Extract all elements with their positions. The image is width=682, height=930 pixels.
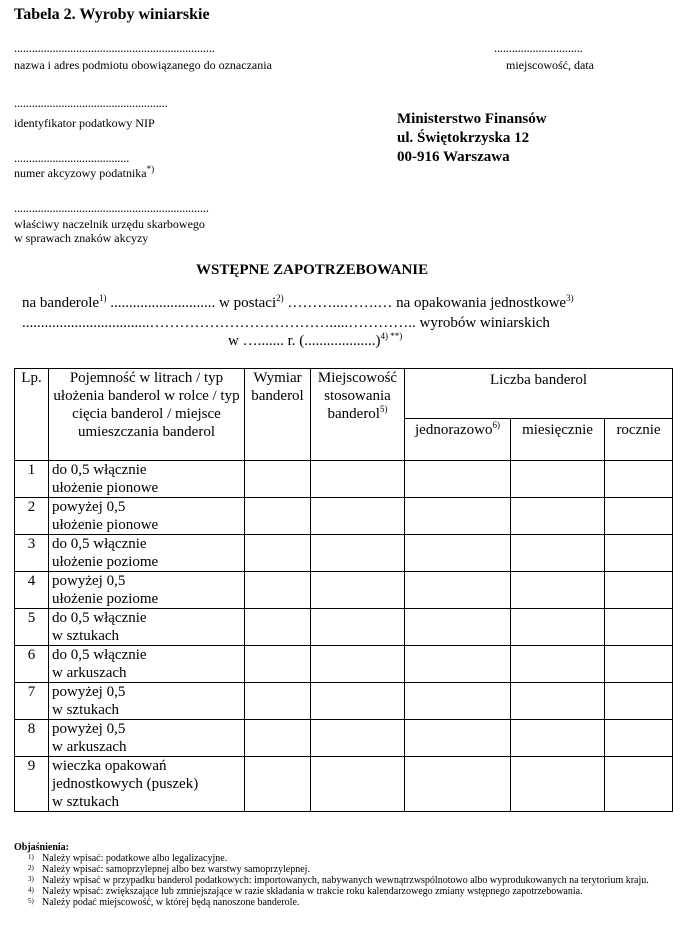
cell-monthly[interactable]: [511, 720, 605, 757]
row-description-line: ułożenie poziome: [52, 591, 159, 607]
cell-monthly[interactable]: [511, 461, 605, 498]
row-number: 8: [15, 720, 49, 757]
explanations-title: Objaśnienia:: [14, 842, 70, 853]
header-yearly: rocznie: [605, 419, 673, 461]
cell-dimension[interactable]: [245, 461, 311, 498]
cell-yearly[interactable]: [605, 720, 673, 757]
table-row: [15, 646, 673, 683]
row-description-line: do 0,5 włącznie: [52, 536, 147, 552]
explanation-item: 5) Należy podać miejscowość, w której będą nanoszone banderole.: [28, 897, 300, 908]
row-number: 6: [15, 646, 49, 683]
explanation-item: 2) Należy wpisać: samoprzylepnej albo bez warstwy samoprzylepnej.: [28, 864, 310, 875]
cell-dimension[interactable]: [245, 683, 311, 720]
cell-dimension[interactable]: [245, 535, 311, 572]
cell-once[interactable]: [405, 461, 511, 498]
row-description-line: jednostkowych (puszek): [52, 776, 199, 792]
table-row: [15, 609, 673, 646]
cell-dimension[interactable]: [245, 757, 311, 812]
row-description-line: w sztukach: [52, 702, 120, 718]
cell-dimension[interactable]: [245, 609, 311, 646]
cell-monthly[interactable]: [511, 498, 605, 535]
ministry-name: Ministerstwo Finansów: [397, 111, 547, 127]
cell-monthly[interactable]: [511, 646, 605, 683]
cell-monthly[interactable]: [511, 757, 605, 812]
cell-once[interactable]: [405, 757, 511, 812]
row-description-line: w arkuszach: [52, 665, 127, 681]
stamp-demand-table: [14, 368, 673, 812]
header-count: Liczba banderol: [405, 369, 673, 419]
row-number: 9: [15, 757, 49, 812]
table-row: [15, 757, 673, 812]
row-description-line: do 0,5 włącznie: [52, 462, 147, 478]
row-description-line: ułożenie pionowe: [52, 517, 159, 533]
explanations: [14, 842, 654, 908]
tax-office-label-line2: w sprawach znaków akcyzy: [14, 231, 149, 245]
request-line-3: w …....... r. (...................)$^{4) **)}$: [228, 331, 403, 349]
row-description-line: powyżej 0,5: [52, 573, 126, 589]
cell-location[interactable]: [311, 535, 405, 572]
row-number: 3: [15, 535, 49, 572]
row-number: 4: [15, 572, 49, 609]
row-description: [49, 498, 245, 535]
explanation-text: Należy wpisać: podatkowe albo legalizacyjne.: [42, 853, 228, 864]
cell-dimension[interactable]: [245, 572, 311, 609]
row-description: [49, 683, 245, 720]
row-number: 7: [15, 683, 49, 720]
cell-once[interactable]: [405, 646, 511, 683]
cell-location[interactable]: [311, 461, 405, 498]
nip-field[interactable]: ....................................................: [14, 95, 168, 110]
explanation-text: Należy wpisać w przypadku banderol podatkowych: importowanych, nabywanych wewnątrzwspólnotowo albo wyprodukowanych na terytorium kraju.: [42, 875, 649, 886]
cell-once[interactable]: [405, 572, 511, 609]
explanation-item: 1) Należy wpisać: podatkowe albo legalizacyjne.: [28, 853, 228, 864]
cell-dimension[interactable]: [245, 498, 311, 535]
cell-location[interactable]: [311, 720, 405, 757]
document-title: Tabela 2. Wyroby winiarskie: [14, 6, 210, 23]
table-row: [15, 720, 673, 757]
header-once: jednorazowo$^{6)}$: [405, 419, 511, 461]
ministry-street: ul. Świętokrzyska 12: [397, 130, 530, 146]
cell-location[interactable]: [311, 757, 405, 812]
explanation-item: 3) Należy wpisać w przypadku banderol podatkowych: importowanych, nabywanych wewnątrzwspólnotowo albo wyprodukowanych na terytorium kraju.: [28, 875, 649, 886]
header-dimension: Wymiar banderol: [245, 369, 311, 461]
cell-location[interactable]: [311, 572, 405, 609]
excise-number-label: numer akcyzowy podatnika*): [14, 164, 155, 180]
row-description-line: w arkuszach: [52, 739, 127, 755]
cell-location[interactable]: [311, 683, 405, 720]
cell-yearly[interactable]: [605, 498, 673, 535]
table-row: [15, 461, 673, 498]
row-number: 1: [15, 461, 49, 498]
cell-yearly[interactable]: [605, 535, 673, 572]
cell-monthly[interactable]: [511, 683, 605, 720]
row-description-line: do 0,5 włącznie: [52, 610, 147, 626]
cell-dimension[interactable]: [245, 720, 311, 757]
cell-once[interactable]: [405, 535, 511, 572]
cell-once[interactable]: [405, 720, 511, 757]
table-row: [15, 535, 673, 572]
explanation-text: Należy wpisać: zwiększające lub zmniejszające w razie składania w trakcie roku kalendarzowego zmiany wstępnego zapotrzebowania.: [42, 886, 583, 897]
row-description-line: wieczka opakowań: [52, 758, 167, 774]
header-location: Miejscowość stosowania banderol$^{5)}$: [311, 369, 405, 461]
cell-yearly[interactable]: [605, 646, 673, 683]
table-row: [15, 498, 673, 535]
row-number: 5: [15, 609, 49, 646]
row-description: [49, 646, 245, 683]
row-description-line: ułożenie poziome: [52, 554, 159, 570]
row-description: [49, 720, 245, 757]
request-line-1: na banderole$^{1)}$ ............................ w postaci$^{2)}$ ………...…….… na opakowania jednostkowe$^{3)}$: [22, 293, 574, 311]
row-description-line: w sztukach: [52, 794, 120, 810]
name-address-label: nazwa i adres podmiotu obowiązanego do oznaczania: [14, 58, 272, 72]
tax-office-field[interactable]: ..................................................................: [14, 200, 209, 215]
cell-once[interactable]: [405, 609, 511, 646]
cell-monthly[interactable]: [511, 609, 605, 646]
row-description: [49, 757, 245, 812]
table-row: [15, 572, 673, 609]
row-description-line: powyżej 0,5: [52, 499, 126, 515]
request-line-2: ..................................……………………………….....………….. wyrobów winiarskich: [22, 315, 550, 331]
explanation-text: Należy wpisać: samoprzylepnej albo bez warstwy samoprzylepnej.: [42, 864, 310, 875]
cell-location[interactable]: [311, 498, 405, 535]
cell-location[interactable]: [311, 646, 405, 683]
cell-monthly[interactable]: [511, 535, 605, 572]
place-date-field[interactable]: ..............................: [494, 40, 583, 55]
cell-yearly[interactable]: [605, 461, 673, 498]
cell-yearly[interactable]: [605, 609, 673, 646]
header-monthly: miesięcznie: [511, 419, 605, 461]
cell-monthly[interactable]: [511, 572, 605, 609]
nip-label: identyfikator podatkowy NIP: [14, 116, 155, 130]
row-description-line: ułożenie pionowe: [52, 480, 159, 496]
row-description: [49, 609, 245, 646]
row-number: 2: [15, 498, 49, 535]
row-description: [49, 572, 245, 609]
explanation-item: 4) Należy wpisać: zwiększające lub zmniejszające w razie składania w trakcie roku kalendarzowego zmiany wstępnego zapotrzebowania.: [28, 886, 583, 897]
row-description-line: w sztukach: [52, 628, 120, 644]
form-heading: WSTĘPNE ZAPOTRZEBOWANIE: [196, 262, 429, 278]
cell-yearly[interactable]: [605, 572, 673, 609]
excise-number-footnote-mark: *): [146, 164, 155, 174]
row-description-line: do 0,5 włącznie: [52, 647, 147, 663]
place-date-label: miejscowość, data: [506, 58, 594, 72]
row-description: [49, 461, 245, 498]
ministry-city: 00-916 Warszawa: [397, 149, 510, 165]
header-lp: Lp.: [15, 369, 49, 461]
header-capacity: Pojemność w litrach / typ ułożenia banderol w rolce / typ cięcia banderol / miejsce umieszczania banderol: [49, 369, 245, 461]
cell-dimension[interactable]: [245, 646, 311, 683]
cell-yearly[interactable]: [605, 683, 673, 720]
row-description-line: powyżej 0,5: [52, 684, 126, 700]
tax-office-label-line1: właściwy naczelnik urzędu skarbowego: [14, 217, 205, 231]
explanation-text: Należy podać miejscowość, w której będą nanoszone banderole.: [42, 897, 300, 908]
cell-location[interactable]: [311, 609, 405, 646]
cell-once[interactable]: [405, 683, 511, 720]
row-description: [49, 535, 245, 572]
cell-once[interactable]: [405, 498, 511, 535]
row-description-line: powyżej 0,5: [52, 721, 126, 737]
cell-yearly[interactable]: [605, 757, 673, 812]
table-row: [15, 683, 673, 720]
name-address-field[interactable]: ....................................................................: [14, 40, 215, 55]
excise-number-field[interactable]: .......................................: [14, 150, 130, 165]
